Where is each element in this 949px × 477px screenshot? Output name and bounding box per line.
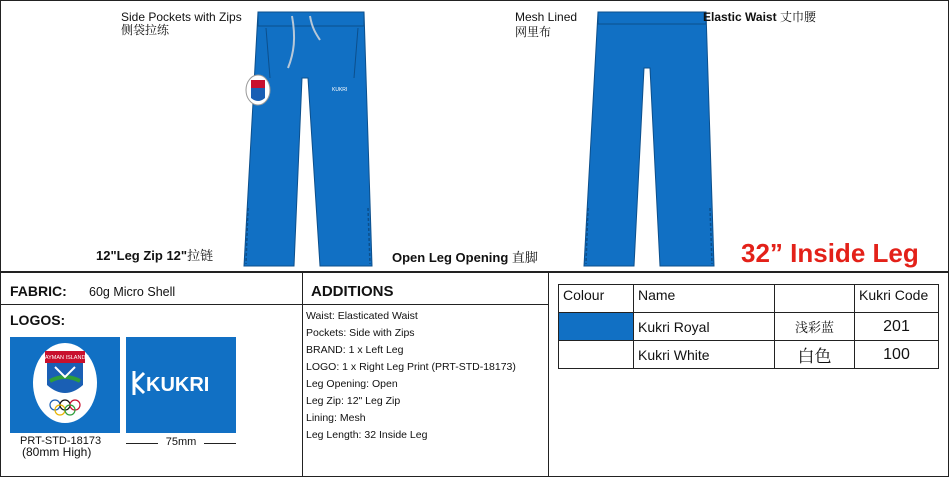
fabric-label: FABRIC: <box>10 283 67 299</box>
open-leg-en: Open Leg Opening <box>392 250 509 265</box>
fabric-value: 60g Micro Shell <box>89 285 176 299</box>
side-pockets-label-cn: 侧袋拉练 <box>121 23 170 37</box>
brand-logo-box <box>126 337 236 433</box>
col-colour: Colour <box>559 285 634 313</box>
colour-swatch-royal <box>559 313 634 341</box>
colour-cn: 白色 <box>775 341 855 369</box>
addition-item: Leg Zip: 12" Leg Zip <box>306 395 401 407</box>
elastic-waist-label <box>703 11 816 24</box>
crest-text: CAYMAN ISLANDS <box>40 355 90 361</box>
leg-zip-en: 12"Leg Zip 12" <box>96 248 188 263</box>
brand-size: 75mm <box>165 436 197 448</box>
table-row <box>559 341 939 369</box>
additions-header-line <box>302 304 549 305</box>
additions-heading: ADDITIONS <box>311 283 394 300</box>
mesh-lined-label: Mesh Lined <box>515 10 578 24</box>
open-leg-cn: 直脚 <box>511 251 538 266</box>
svg-text:KUKRI: KUKRI <box>332 87 348 93</box>
leg-zip-label <box>96 249 213 263</box>
open-leg-label <box>392 251 538 265</box>
elastic-waist-cn: 丈巾腰 <box>779 10 816 24</box>
brand-text: KUKRI <box>146 374 210 396</box>
table-row <box>559 313 939 341</box>
addition-item: Pockets: Side with Zips <box>306 327 415 339</box>
col-code: Kukri Code <box>855 285 939 313</box>
mesh-lined-label-cn: 网里布 <box>515 25 552 39</box>
col-name: Name <box>634 285 775 313</box>
colour-table <box>558 284 939 369</box>
elastic-waist-en: Elastic Waist <box>703 10 777 24</box>
addition-item: Leg Length: 32 Inside Leg <box>306 429 428 441</box>
addition-item: Lining: Mesh <box>306 412 366 424</box>
col-cn <box>775 285 855 313</box>
logos-heading: LOGOS: <box>10 312 66 328</box>
leg-zip-cn: 拉链 <box>187 249 214 264</box>
colour-code: 100 <box>855 341 939 369</box>
addition-item: BRAND: 1 x Left Leg <box>306 344 404 356</box>
side-pockets-label: Side Pockets with Zips <box>121 10 242 24</box>
additions-divider <box>302 272 303 477</box>
crest-logo-box <box>10 337 120 433</box>
addition-item: Leg Opening: Open <box>306 378 398 390</box>
colours-divider <box>548 272 549 477</box>
back-pants-drawing <box>578 8 718 270</box>
colour-cn: 浅彩蓝 <box>775 313 855 341</box>
crest-size: (80mm High) <box>22 445 92 459</box>
crest-code: PRT-STD-18173 <box>20 435 102 447</box>
inside-leg-label: 32” Inside Leg <box>741 238 919 268</box>
colour-table-header <box>559 285 939 313</box>
colour-swatch-white <box>559 341 634 369</box>
colour-name: Kukri Royal <box>634 313 775 341</box>
front-pants-drawing <box>236 8 376 270</box>
crest-logo <box>10 337 120 433</box>
addition-item: Waist: Elasticated Waist <box>306 310 418 322</box>
kukri-logo <box>126 337 236 433</box>
colour-code: 201 <box>855 313 939 341</box>
colour-name: Kukri White <box>634 341 775 369</box>
addition-item: LOGO: 1 x Right Leg Print (PRT-STD-18173) <box>306 361 516 373</box>
additions-list <box>306 308 516 444</box>
